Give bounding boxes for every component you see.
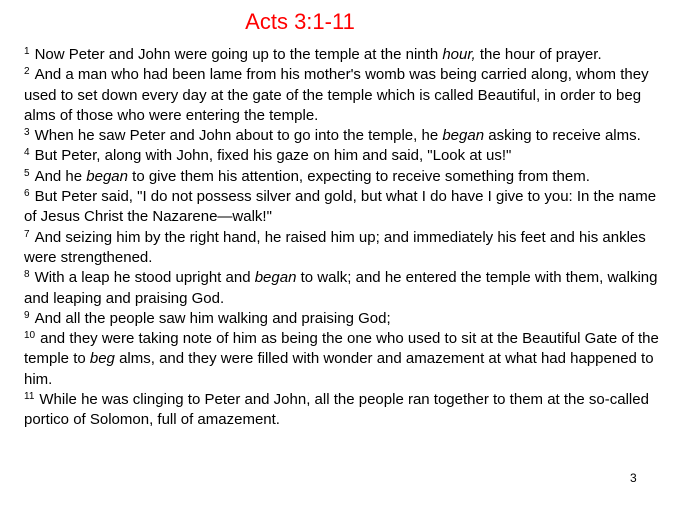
verse-number: 1 [24, 46, 30, 57]
verse-4 [24, 146, 660, 166]
verse-number: 8 [24, 269, 30, 281]
verse-text: And seizing him by the right hand, he raised him up; and immediately his feet and his ankles were strengthened. [24, 228, 646, 266]
verse-7 [24, 228, 660, 269]
verse-1 [24, 45, 660, 65]
verse-5 [24, 167, 660, 187]
verse-10 [24, 329, 660, 390]
verse-text-italic: hour, [442, 46, 476, 63]
verse-text-italic: beg [89, 350, 115, 368]
verse-8 [24, 268, 660, 309]
verse-6 [24, 187, 660, 228]
verse-text: alms, and they were filled with wonder and amazement at what had happened to him. [24, 350, 654, 388]
verse-text: and they were taking note of him as being the one who used to sit at the Beautiful Gate of the temple to [24, 330, 659, 368]
verse-number: 7 [24, 228, 30, 240]
verse-text: to walk; and he entered the temple with them, walking and leaping and praising God. [24, 269, 658, 307]
verse-number: 6 [24, 188, 30, 200]
verse-text: While he was clinging to Peter and John, all the people ran together to them at the so-called portico of Solomon, full of amazement. [24, 391, 649, 429]
verse-text: But Peter said, "I do not possess silver and gold, but what I do have I give to you: In the name of Jesus Christ the Nazarene—walk!" [24, 188, 657, 226]
verse-number: 4 [24, 147, 30, 159]
verse-text: And a man who had been lame from his mother's womb was being carried along, whom they used to set down every day at the gate of the temple which is called Beautiful, in order to beg alms of those who were entering the temple. [24, 66, 649, 124]
verse-text: Now Peter and John were going up to the temple at the ninth [34, 46, 443, 63]
verse-text: asking to receive alms. [484, 127, 641, 145]
verse-text: And he [34, 167, 87, 185]
verse-text: With a leap he stood upright and [34, 269, 255, 287]
page-number: 3 [630, 471, 637, 485]
verse-text: the hour of prayer. [475, 46, 602, 63]
verse-number: 5 [24, 167, 30, 179]
verse-2 [24, 65, 660, 126]
verse-text: to give them his attention, expecting to receive something from them. [128, 167, 590, 185]
verse-text-italic: began [254, 269, 297, 287]
verse-text: And all the people saw him walking and praising God; [34, 309, 391, 327]
verse-11 [24, 390, 660, 431]
verse-text-italic: began [86, 167, 128, 185]
verse-number: 3 [24, 127, 30, 139]
verse-number: 10 [24, 330, 36, 342]
verse-number: 9 [24, 309, 30, 321]
verse-text: When he saw Peter and John about to go into the temple, he [34, 127, 443, 145]
verse-9 [24, 309, 660, 329]
verse-number: 2 [24, 66, 30, 78]
slide-title: Acts 3:1-11 [245, 9, 355, 34]
verse-3 [24, 126, 660, 146]
verse-text: But Peter, along with John, fixed his gaze on him and said, "Look at us!" [34, 147, 512, 165]
scripture-passage [24, 45, 660, 431]
verse-number: 11 [24, 391, 35, 403]
verse-text-italic: began [442, 127, 485, 145]
